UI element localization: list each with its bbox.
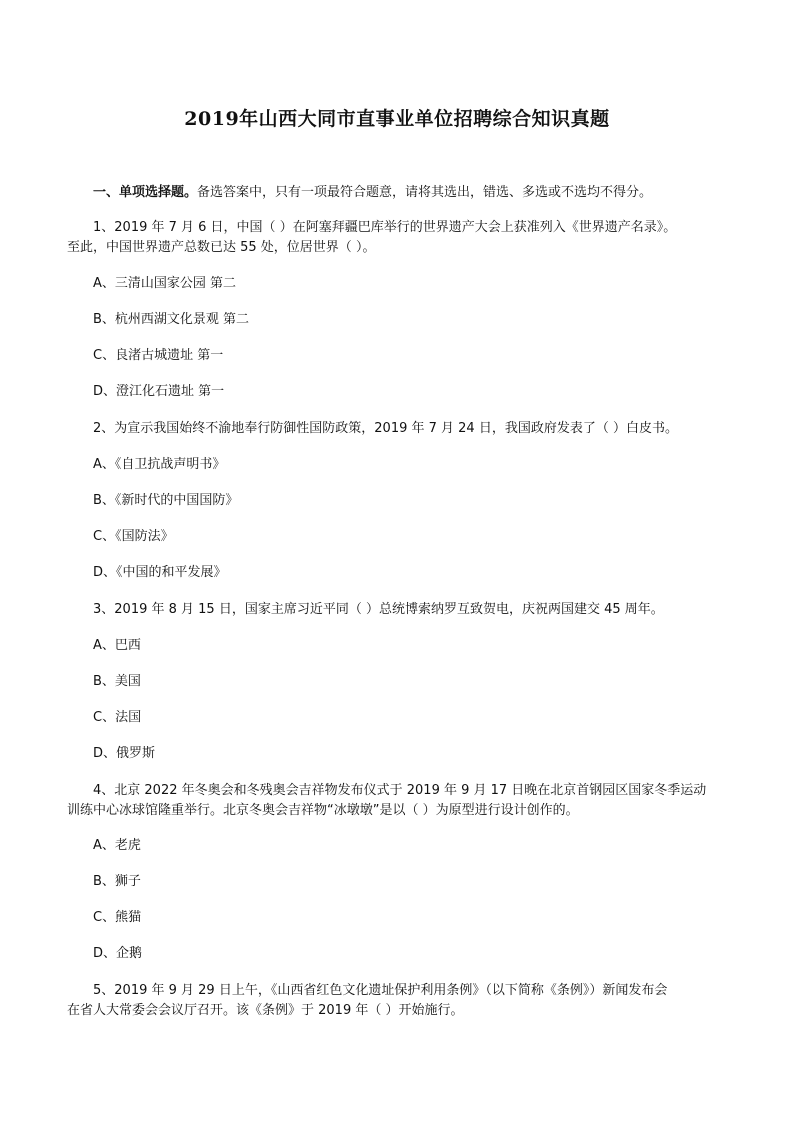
- question-1-option-b: B、杭州西湖文化景观 第二: [93, 312, 250, 327]
- question-5-line-1: 5、2019 年 9 月 29 日上午，《山西省红色文化遗址保护利用条例》（以下简称《条例》）新闻发布会: [93, 983, 668, 998]
- question-3-option-b: B、美国: [93, 674, 141, 689]
- question-1-line-1: 1、2019 年 7 月 6 日，中国（ ）在阿塞拜疆巴库举行的世界遗产大会上获准列入《世界遗产名录》。: [93, 220, 677, 235]
- question-4-option-c: C、熊猫: [93, 910, 142, 925]
- question-2-option-b: B、《新时代的中国国防》: [93, 493, 239, 508]
- question-5-line-2: 在省人大常委会会议厅召开。该《条例》于 2019 年（ ）开始施行。: [67, 1003, 464, 1018]
- question-4-option-d: D、企鹅: [93, 946, 143, 961]
- question-1-option-c: C、良渚古城遗址 第一: [93, 348, 224, 363]
- question-3-option-d: D、俄罗斯: [93, 746, 156, 761]
- question-2-option-d: D、《中国的和平发展》: [93, 565, 227, 580]
- section-instruction: 备选答案中，只有一项最符合题意，请将其选出，错选、多选或不选均不得分。: [197, 185, 653, 200]
- section-heading: [93, 184, 652, 202]
- question-3-option-a: A、巴西: [93, 638, 141, 653]
- question-3-line-1: 3、2019 年 8 月 15 日，国家主席习近平同（ ）总统博索纳罗互致贺电，庆祝两国建交 45 周年。: [93, 602, 664, 617]
- question-1-option-a: A、三清山国家公园 第二: [93, 276, 237, 291]
- question-1-option-d: D、澄江化石遗址 第一: [93, 384, 225, 399]
- question-4-option-b: B、狮子: [93, 874, 141, 889]
- document-title: 2019年山西大同市直事业单位招聘综合知识真题: [184, 108, 610, 130]
- question-3-option-c: C、法国: [93, 710, 142, 725]
- question-4-line-2: 训练中心冰球馆隆重举行。北京冬奥会吉祥物“冰墩墩”是以（ ）为原型进行设计创作的。: [67, 803, 579, 818]
- section-heading-label: 一、单项选择题。: [93, 185, 198, 200]
- question-2-option-c: C、《国防法》: [93, 529, 174, 544]
- question-1-line-2: 至此，中国世界遗产总数已达 55 处，位居世界（ ）。: [67, 240, 376, 255]
- question-4-line-1: 4、北京 2022 年冬奥会和冬残奥会吉祥物发布仪式于 2019 年 9 月 17 日晚在北京首钢园区国家冬季运动: [93, 783, 707, 798]
- question-2-line-1: 2、为宣示我国始终不渝地奉行防御性国防政策，2019 年 7 月 24 日，我国政府发表了（ ）白皮书。: [93, 421, 678, 436]
- question-2-option-a: A、《自卫抗战声明书》: [93, 457, 226, 472]
- question-4-option-a: A、老虎: [93, 838, 141, 853]
